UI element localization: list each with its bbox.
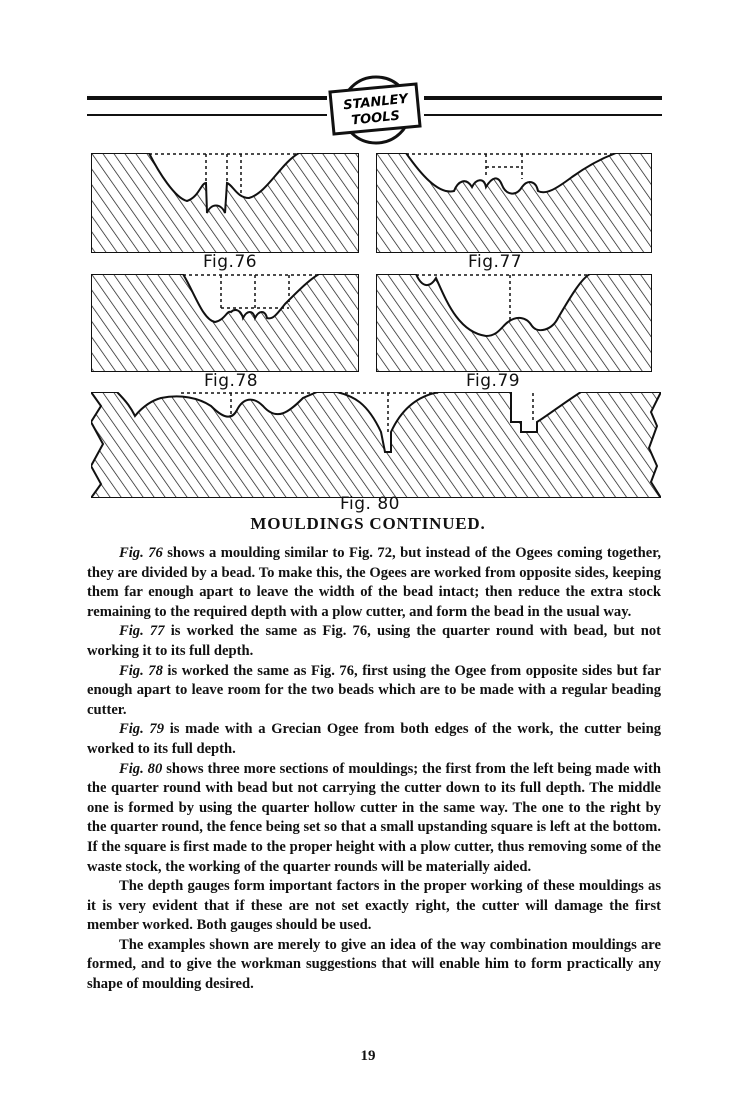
paragraph — [87, 622, 661, 661]
fig76-caption: Fig.76 — [203, 252, 258, 272]
fig-ref: Fig. 79 — [119, 721, 165, 738]
stanley-tools-logo — [326, 70, 426, 150]
paragraph-text: is worked the same as Fig. 76, using the quarter round with bead, but not working it to its full depth. — [87, 623, 661, 659]
fig79-illustration — [376, 274, 652, 372]
paragraph-text: shows three more sections of mouldings; the first from the left being made with the quarter round with bead but not carrying the cutter down to its full depth. The middle one is formed by using the quarter hollow cutter in the same way. The one to the right by the quarter round, the fence being set so that a small upstanding square is left at the bottom. If the square is first made to the proper height with a plow cutter, thus removing some of the waste stock, the working of the quarter rounds will be materially aided. — [87, 760, 661, 875]
paragraph — [87, 662, 661, 721]
body-text — [87, 544, 661, 995]
fig-ref: Fig. 77 — [119, 623, 165, 640]
paragraph-text: The depth gauges form important factors in the proper working of these mouldings as it is very evident that if these are not set exactly right, the cutter will damage the first member worked. Both gauges should be used. — [87, 878, 661, 934]
fig80-caption: Fig. 80 — [340, 494, 400, 514]
fig-ref: Fig. 76 — [119, 545, 163, 561]
header-rule-right-bottom — [424, 114, 662, 116]
paragraph — [87, 877, 661, 936]
fig79-caption: Fig.79 — [466, 371, 521, 391]
fig77-caption: Fig.77 — [468, 252, 523, 272]
paragraph — [87, 720, 661, 759]
fig77-illustration — [376, 153, 652, 253]
logo-line2: TOOLS — [350, 108, 401, 129]
paragraph-text: The examples shown are merely to give an idea of the way combination mouldings are formed, and to give the workman suggestions that will enable him to form practically any shape of moulding desired. — [87, 936, 661, 993]
fig80-illustration — [91, 392, 661, 498]
paragraph-text: is made with a Grecian Ogee from both edges of the work, the cutter being worked to its full depth. — [87, 721, 661, 757]
fig78-caption: Fig.78 — [204, 371, 259, 391]
header-rule-left-top — [87, 96, 327, 100]
page-number: 19 — [360, 1048, 376, 1064]
header-rule-left-bottom — [87, 114, 327, 116]
paragraph — [87, 760, 661, 878]
fig-ref: Fig. 78 — [119, 662, 163, 679]
header-rule-right-top — [424, 96, 662, 100]
paragraph-text: is worked the same as Fig. 76, first using the Ogee from opposite sides but far enough apart to leave room for the two beads which are to be made with a regular beading cutter. — [87, 662, 661, 718]
paragraph — [87, 936, 661, 995]
paragraph-text: shows a moulding similar to Fig. 72, but instead of the Ogees coming together, they are divided by a bead. To make this, the Ogees are worked from opposite sides, keeping them far enough apart to leave the width of the bead intact; then reduce the extra stock remaining to the required depth with a plow cutter, and form the bead in the usual way. — [87, 545, 662, 620]
fig-ref: Fig. 80 — [119, 760, 163, 777]
paragraph — [87, 544, 661, 622]
fig76-illustration — [91, 153, 359, 253]
fig78-illustration — [91, 274, 359, 372]
section-heading: MOULDINGS CONTINUED. — [250, 514, 486, 533]
logo-line1: STANLEY — [342, 91, 409, 114]
